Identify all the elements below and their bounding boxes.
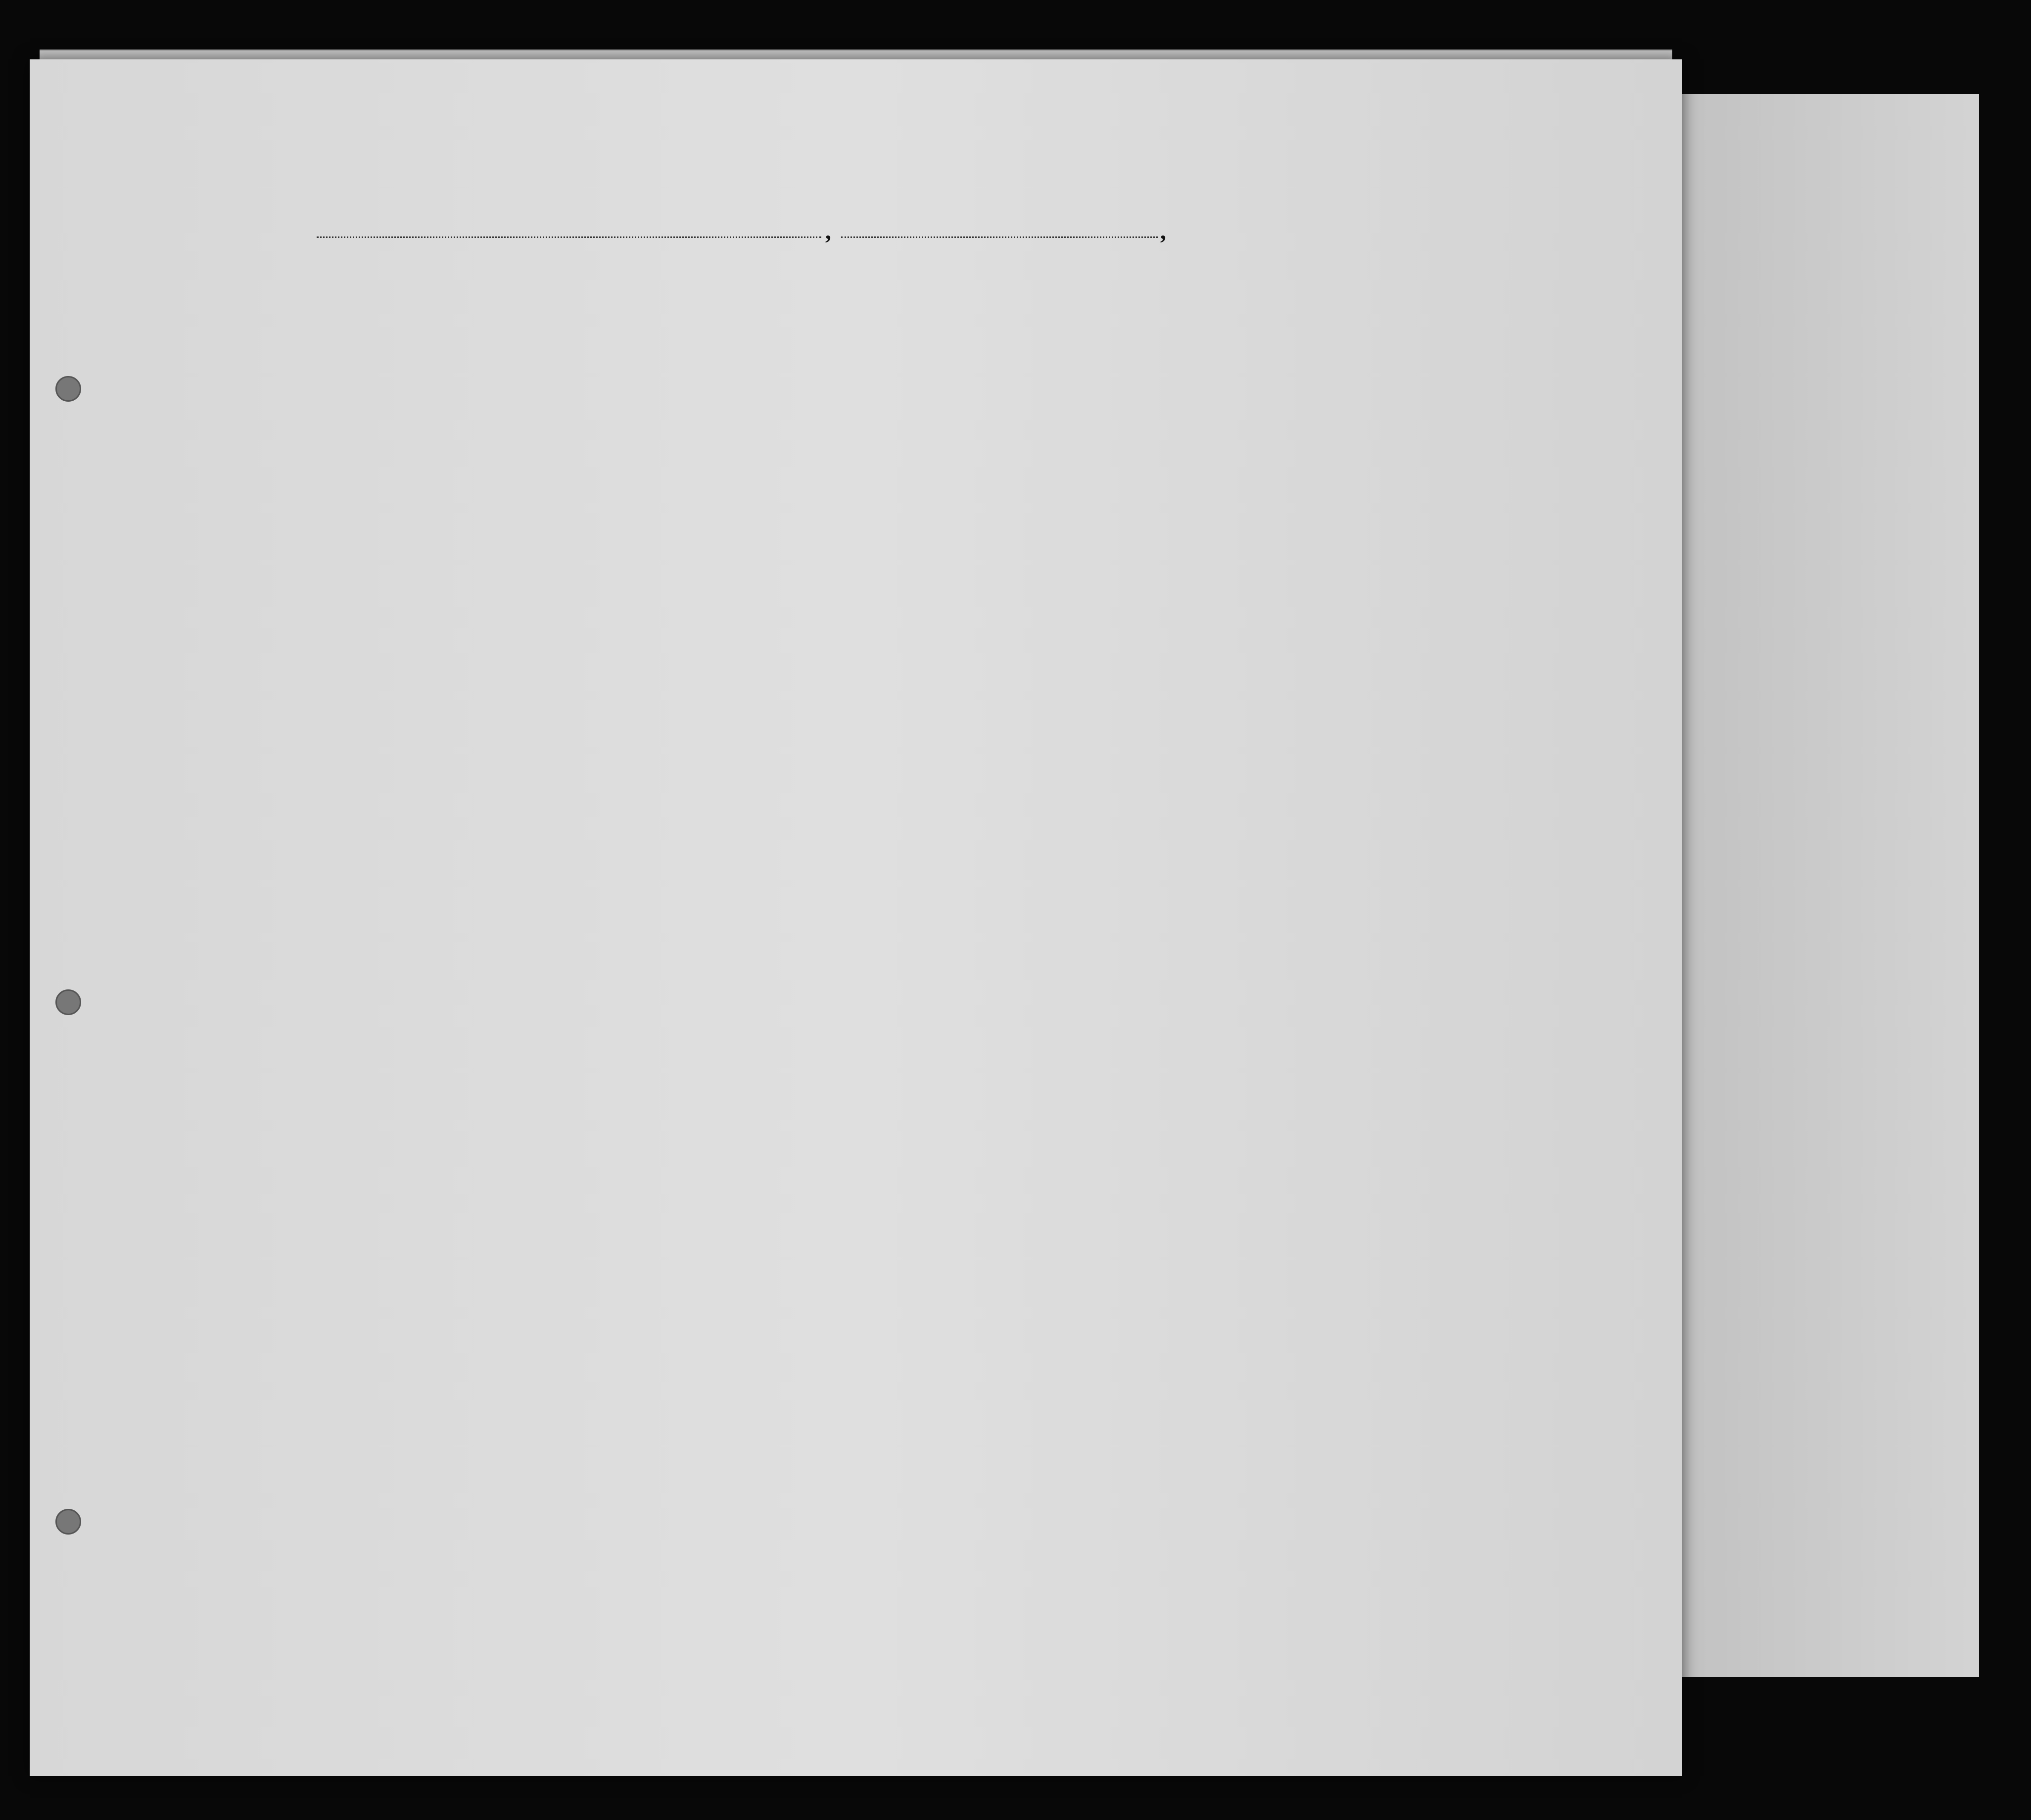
- header-possession: [267, 302, 284, 435]
- header-prison: [850, 307, 876, 435]
- header-ticket: [118, 302, 135, 435]
- header-overthrow: [921, 307, 981, 435]
- comma: ,: [825, 218, 831, 244]
- comma: ,: [1160, 218, 1166, 244]
- header-purpose-a: [705, 319, 750, 433]
- header-purpose-b: [752, 319, 797, 433]
- header-inches: [1212, 376, 1229, 435]
- header-purpose-c: [802, 319, 844, 433]
- header-anarchist: [901, 307, 918, 435]
- header-feet: [1187, 376, 1204, 435]
- header-deported: [1027, 307, 1061, 435]
- header-offer: [982, 307, 1022, 435]
- header-polygamist: [880, 307, 897, 435]
